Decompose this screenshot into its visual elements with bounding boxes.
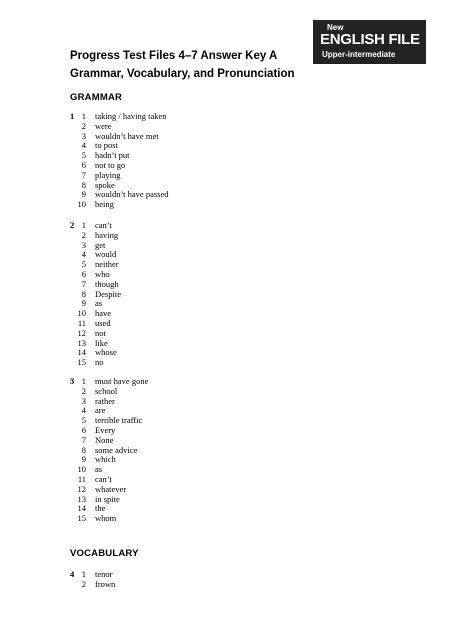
item-number: 13 [77, 493, 86, 504]
answer-text: terrible traffic [95, 415, 143, 426]
item-number: 6 [81, 159, 86, 170]
item-number: 8 [81, 179, 86, 190]
answer-text: playing [95, 169, 121, 180]
exercise-2 [70, 221, 370, 368]
item-number: 13 [77, 337, 86, 348]
answer-text: not to go [95, 159, 126, 170]
vocabulary-heading: VOCABULARY [70, 548, 139, 559]
exercise-4 [70, 570, 370, 590]
answer-item [70, 416, 370, 426]
item-number: 12 [77, 483, 86, 494]
answer-item [70, 112, 370, 122]
exercise-number: 3 [70, 376, 75, 386]
answer-text: rather [95, 395, 115, 406]
answer-text: whose [95, 347, 117, 358]
answer-item [70, 329, 370, 339]
answer-text: having [95, 229, 119, 240]
answer-text: get [95, 239, 106, 250]
item-number: 5 [81, 259, 86, 270]
answer-text: Every [95, 424, 116, 435]
answer-text: are [95, 405, 106, 416]
item-number: 6 [81, 268, 86, 279]
item-number: 11 [77, 473, 86, 484]
page-title: Progress Test Files 4–7 Answer Key A [70, 50, 278, 62]
answer-text: as [95, 298, 103, 309]
answer-item [70, 190, 370, 200]
item-number: 3 [81, 395, 86, 406]
answer-text: spoke [95, 179, 115, 190]
item-number: 1 [81, 569, 86, 579]
answer-text: some advice [95, 444, 138, 455]
item-number: 15 [77, 357, 86, 368]
item-number: 2 [81, 229, 86, 240]
item-number: 7 [81, 434, 86, 445]
logo-new-text: New [327, 23, 344, 32]
exercise-number: 1 [70, 111, 75, 121]
page-subtitle: Grammar, Vocabulary, and Pronunciation [70, 68, 295, 80]
item-number: 12 [77, 327, 86, 338]
answer-text: who [95, 268, 110, 279]
answer-item [70, 514, 370, 524]
item-number: 1 [81, 376, 86, 386]
answer-text: as [95, 464, 103, 475]
item-number: 9 [81, 298, 86, 309]
item-number: 3 [81, 239, 86, 250]
item-number: 9 [81, 454, 86, 465]
item-number: 14 [77, 347, 86, 358]
item-number: 15 [77, 513, 86, 524]
item-number: 10 [77, 464, 86, 475]
item-number: 2 [81, 385, 86, 396]
grammar-heading: GRAMMAR [70, 92, 123, 103]
answer-text: can’t [95, 220, 112, 230]
item-number: 4 [81, 405, 86, 416]
item-number: 4 [81, 249, 86, 260]
answer-item [70, 309, 370, 319]
item-number: 8 [81, 288, 86, 299]
answer-item [70, 495, 370, 505]
answer-text: school [95, 385, 118, 396]
answer-item [70, 231, 370, 241]
logo-level-text: Upper-intermediate [322, 50, 396, 59]
answer-item [70, 455, 370, 465]
exercise-number: 2 [70, 220, 75, 230]
item-number: 10 [77, 199, 86, 210]
answer-item [70, 319, 370, 329]
answer-text: used [95, 317, 111, 328]
answer-text: neither [95, 259, 119, 270]
item-number: 10 [77, 308, 86, 319]
item-number: 3 [81, 130, 86, 141]
answer-text: to post [95, 140, 118, 151]
answer-text: Despite [95, 288, 121, 299]
item-number: 1 [81, 220, 86, 230]
answer-item [70, 299, 370, 309]
answer-text: wouldn’t have met [95, 130, 159, 141]
answer-text: None [95, 434, 114, 445]
item-number: 7 [81, 169, 86, 180]
answer-list [70, 112, 370, 210]
item-number: 5 [81, 415, 86, 426]
answer-text: whom [95, 513, 117, 524]
answer-text: like [95, 337, 108, 348]
answer-text: whatever [95, 483, 127, 494]
answer-item [70, 358, 370, 368]
answer-text: in spite [95, 493, 120, 504]
answer-text: though [95, 278, 119, 289]
answer-item [70, 397, 370, 407]
item-number: 2 [81, 578, 86, 589]
answer-text: tenor [95, 569, 113, 579]
answer-item [70, 570, 370, 580]
item-number: 6 [81, 424, 86, 435]
english-file-logo [313, 20, 426, 64]
answer-item [70, 200, 370, 210]
item-number: 5 [81, 150, 86, 161]
item-number: 8 [81, 444, 86, 455]
answer-item [70, 171, 370, 181]
answer-list [70, 570, 370, 590]
answer-text: were [95, 120, 112, 131]
answer-text: the [95, 503, 106, 514]
answer-item [70, 387, 370, 397]
answer-text: not [95, 327, 106, 338]
answer-text: frown [95, 578, 116, 589]
answer-item [70, 580, 370, 590]
exercise-number: 4 [70, 569, 75, 579]
answer-text: which [95, 454, 116, 465]
answer-text: being [95, 199, 114, 210]
answer-list [70, 377, 370, 524]
answer-item [70, 465, 370, 475]
item-number: 14 [77, 503, 86, 514]
answer-text: have [95, 308, 112, 319]
item-number: 7 [81, 278, 86, 289]
answer-list [70, 221, 370, 368]
answer-item [70, 260, 370, 270]
answer-item [70, 290, 370, 300]
logo-brand-text: ENGLISH FILE [320, 31, 420, 48]
item-number: 2 [81, 120, 86, 131]
answer-text: can’t [95, 473, 112, 484]
answer-text: hadn’t put [95, 150, 130, 161]
answer-text: wouldn’t have passed [95, 189, 169, 200]
item-number: 1 [81, 111, 86, 121]
exercise-3 [70, 377, 370, 524]
item-number: 11 [77, 317, 86, 328]
answer-item [70, 426, 370, 436]
answer-item [70, 348, 370, 358]
answer-text: must have gone [95, 376, 149, 386]
exercise-1 [70, 112, 370, 210]
item-number: 9 [81, 189, 86, 200]
item-number: 4 [81, 140, 86, 151]
answer-text: would [95, 249, 117, 260]
answer-text: taking / having taken [95, 111, 167, 121]
answer-text: no [95, 357, 104, 368]
